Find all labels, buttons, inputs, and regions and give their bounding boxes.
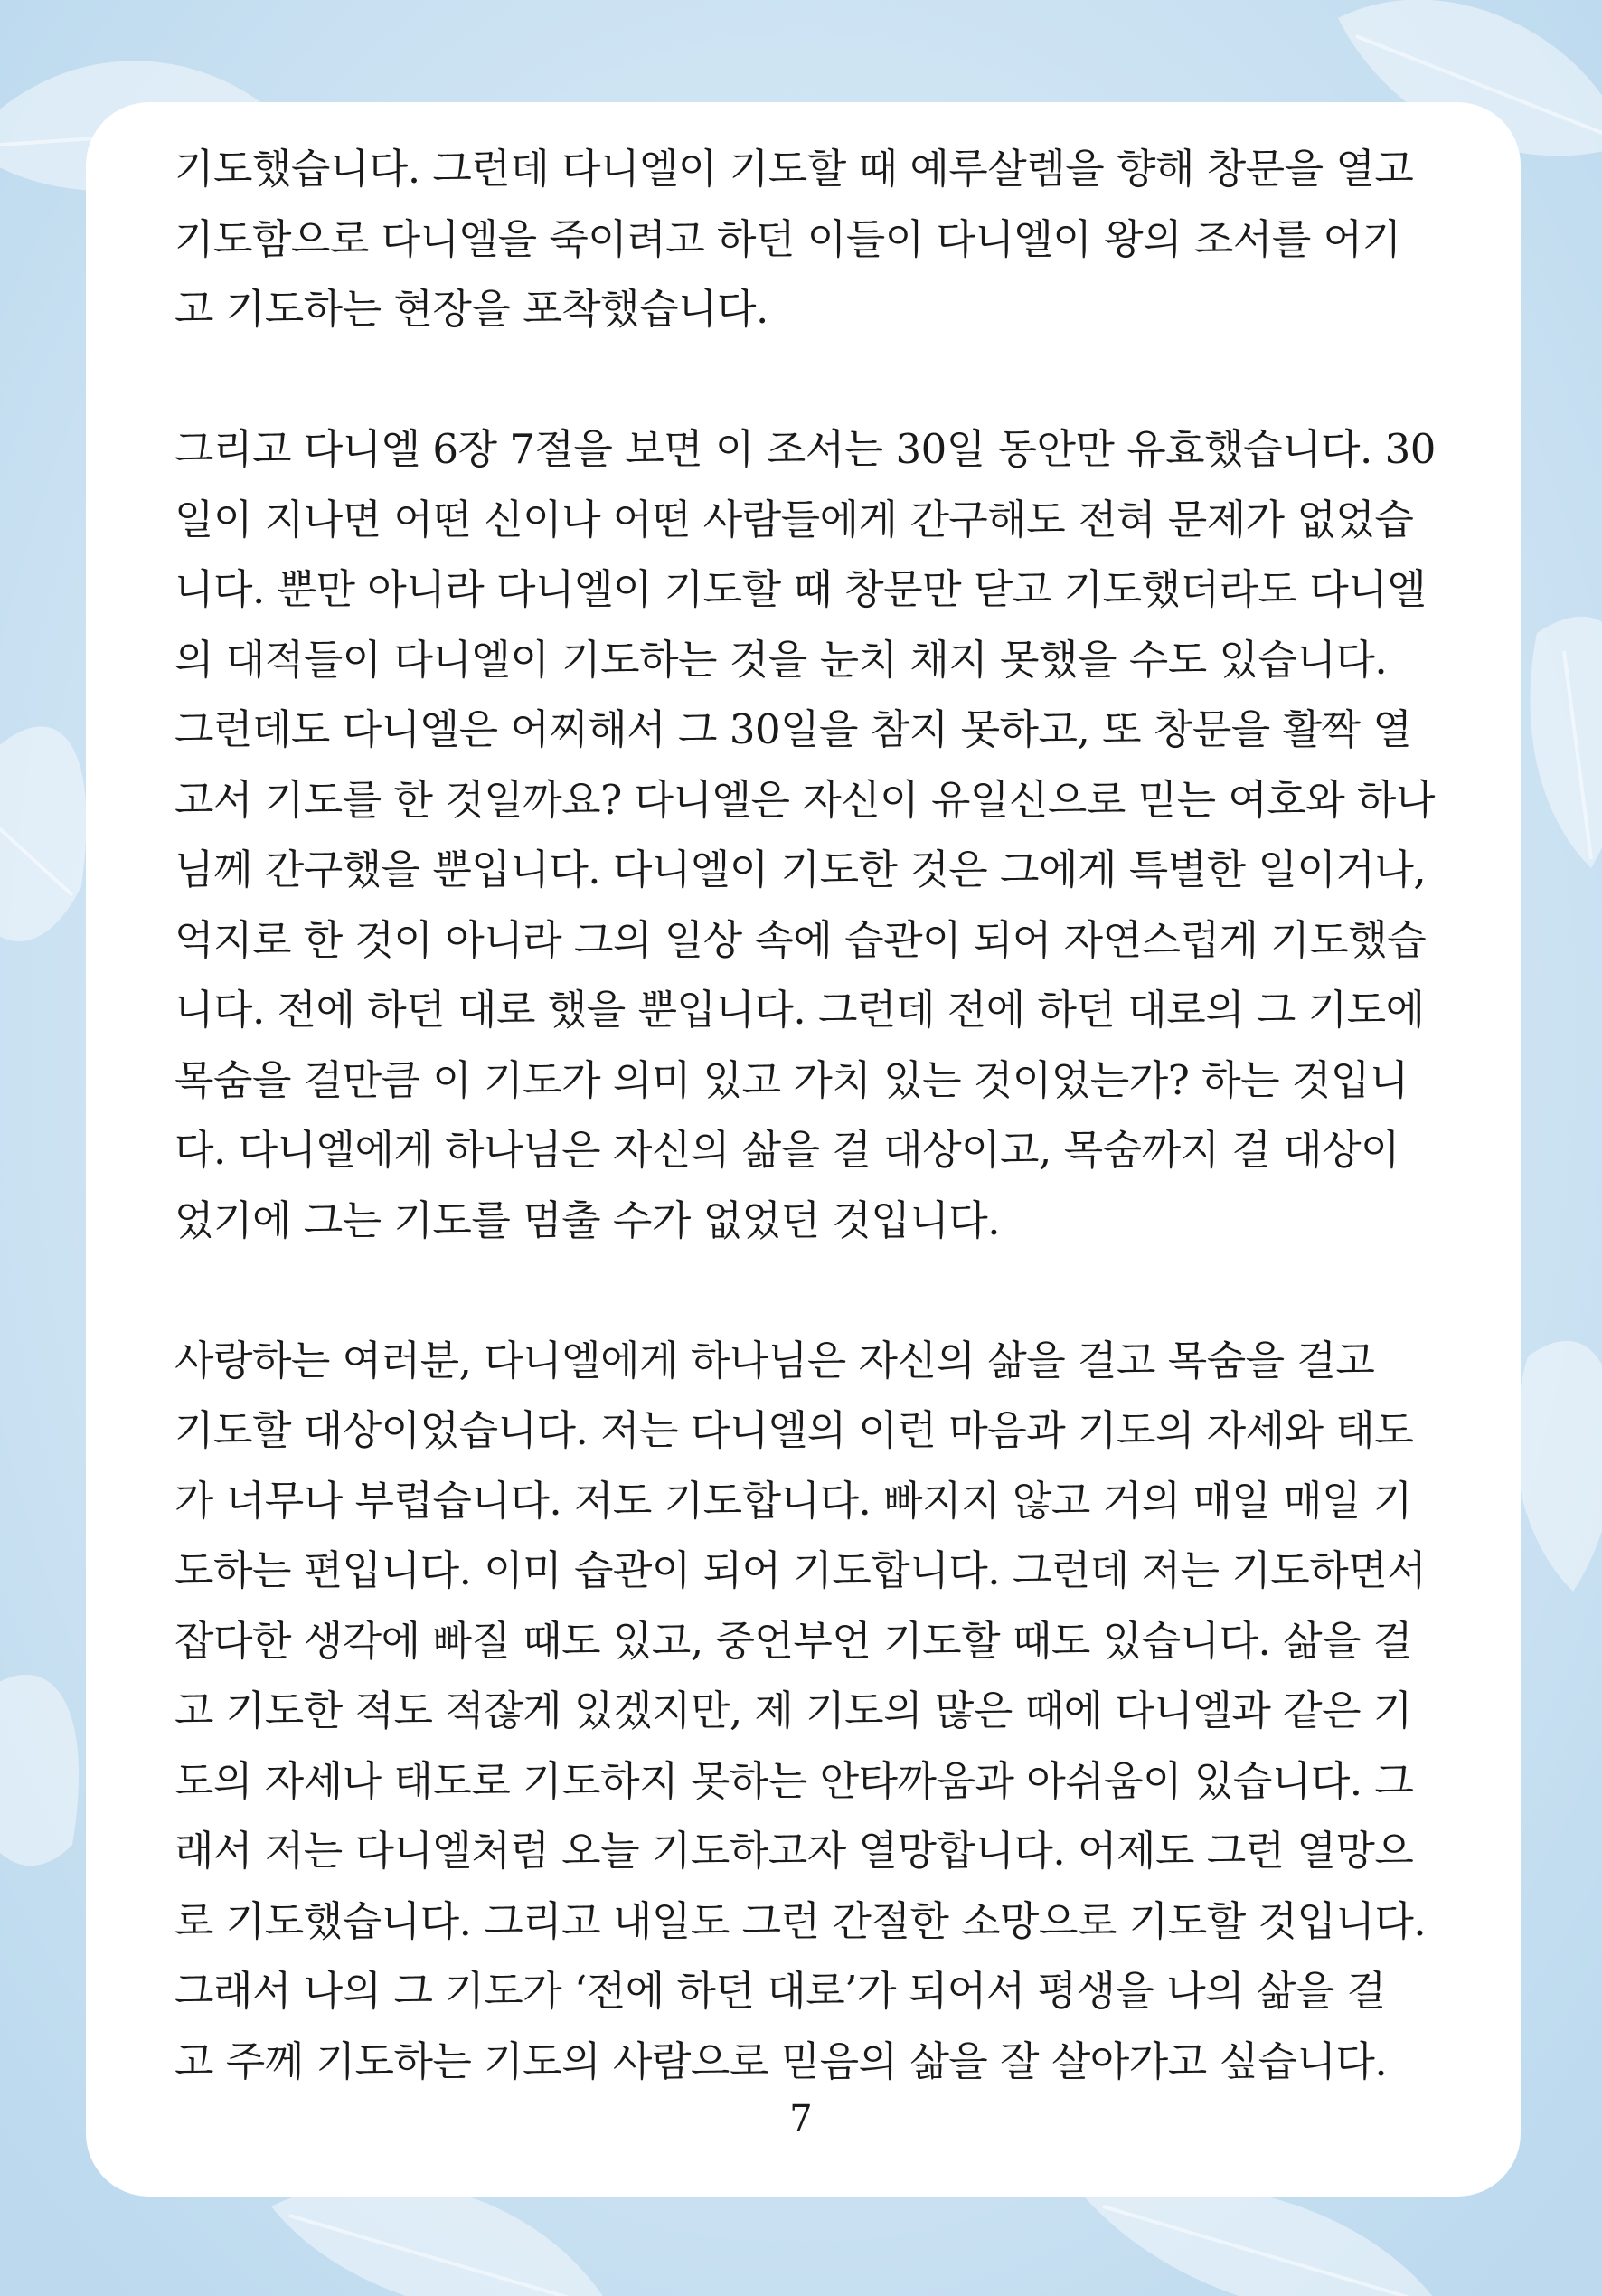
text-line: 기도할 대상이었습니다. 저는 다니엘의 이런 마음과 기도의 자세와 태도 <box>174 1406 1414 1454</box>
text-line: 기도함으로 다니엘을 죽이려고 하던 이들이 다니엘이 왕의 조서를 어기 <box>174 214 1401 263</box>
text-line: 그런데도 다니엘은 어찌해서 그 30일을 참지 못하고, 또 창문을 활짝 열 <box>174 705 1412 753</box>
paragraph-gap <box>174 345 1458 415</box>
text-line: 니다. 전에 하던 대로 했을 뿐입니다. 그런데 전에 하던 대로의 그 기도에 <box>174 986 1425 1034</box>
text-line: 억지로 한 것이 아니라 그의 일상 속에 습관이 되어 자연스럽게 기도했습 <box>174 915 1427 964</box>
text-line: 그래서 나의 그 기도가 ‘전에 하던 대로’가 되어서 평생을 나의 삶을 걸 <box>174 1967 1386 2015</box>
text-line: 었기에 그는 기도를 멈출 수가 없었던 것입니다. <box>174 1195 1001 1244</box>
text-line: 고 기도한 적도 적잖게 있겠지만, 제 기도의 많은 때에 다니엘과 같은 기 <box>174 1687 1412 1734</box>
text-line: 고 주께 기도하는 기도의 사람으로 믿음의 삶을 잘 살아가고 싶습니다. <box>174 2036 1388 2085</box>
text-line: 고 기도하는 현장을 포착했습니다. <box>174 285 768 333</box>
text-line: 고서 기도를 한 것일까요? 다니엘은 자신이 유일신으로 믿는 여호와 하나 <box>174 775 1435 824</box>
page-number: 7 <box>789 2098 813 2140</box>
text-line: 목숨을 걸만큼 이 기도가 의미 있고 가치 있는 것이었는가? 하는 것입니 <box>174 1055 1409 1104</box>
paragraph-1 <box>174 134 1458 345</box>
text-line: 래서 저는 다니엘처럼 오늘 기도하고자 열망합니다. 어제도 그런 열망으 <box>174 1827 1414 1875</box>
text-line: 로 기도했습니다. 그리고 내일도 그런 간절한 소망으로 기도할 것입니다. <box>174 1896 1427 1945</box>
text-line: 다. 다니엘에게 하나님은 자신의 삶을 걸 대상이고, 목숨까지 걸 대상이 <box>174 1126 1400 1174</box>
text-line: 가 너무나 부럽습니다. 저도 기도합니다. 빠지지 않고 거의 매일 매일 기 <box>174 1476 1412 1525</box>
text-line: 니다. 뿐만 아니라 다니엘이 기도할 때 창문만 닫고 기도했더라도 다니엘 <box>174 565 1427 613</box>
text-line: 의 대적들이 다니엘이 기도하는 것을 눈치 채지 못했을 수도 있습니다. <box>174 635 1388 684</box>
paragraph-gap <box>174 1255 1458 1326</box>
text-line: 도하는 편입니다. 이미 습관이 되어 기도합니다. 그런데 저는 기도하면서 <box>174 1546 1427 1594</box>
paragraph-3 <box>174 1326 1458 2097</box>
body-text <box>174 134 1458 2096</box>
paragraph-2 <box>174 414 1458 1255</box>
text-line: 일이 지나면 어떤 신이나 어떤 사람들에게 간구해도 전혀 문제가 없었습 <box>174 495 1414 543</box>
text-line: 잡다한 생각에 빠질 때도 있고, 중언부언 기도할 때도 있습니다. 삶을 걸 <box>174 1616 1412 1665</box>
text-line: 기도했습니다. 그런데 다니엘이 기도할 때 예루살렘을 향해 창문을 열고 <box>174 145 1414 193</box>
text-line: 도의 자세나 태도로 기도하지 못하는 안타까움과 아쉬움이 있습니다. 그 <box>174 1756 1414 1805</box>
text-line: 사랑하는 여러분, 다니엘에게 하나님은 자신의 삶을 걸고 목숨을 걸고 <box>174 1336 1375 1384</box>
text-line: 그리고 다니엘 6장 7절을 보면 이 조서는 30일 동안만 유효했습니다. 30 <box>174 425 1436 473</box>
text-line: 님께 간구했을 뿐입니다. 다니엘이 기도한 것은 그에게 특별한 일이거나, <box>174 846 1427 893</box>
